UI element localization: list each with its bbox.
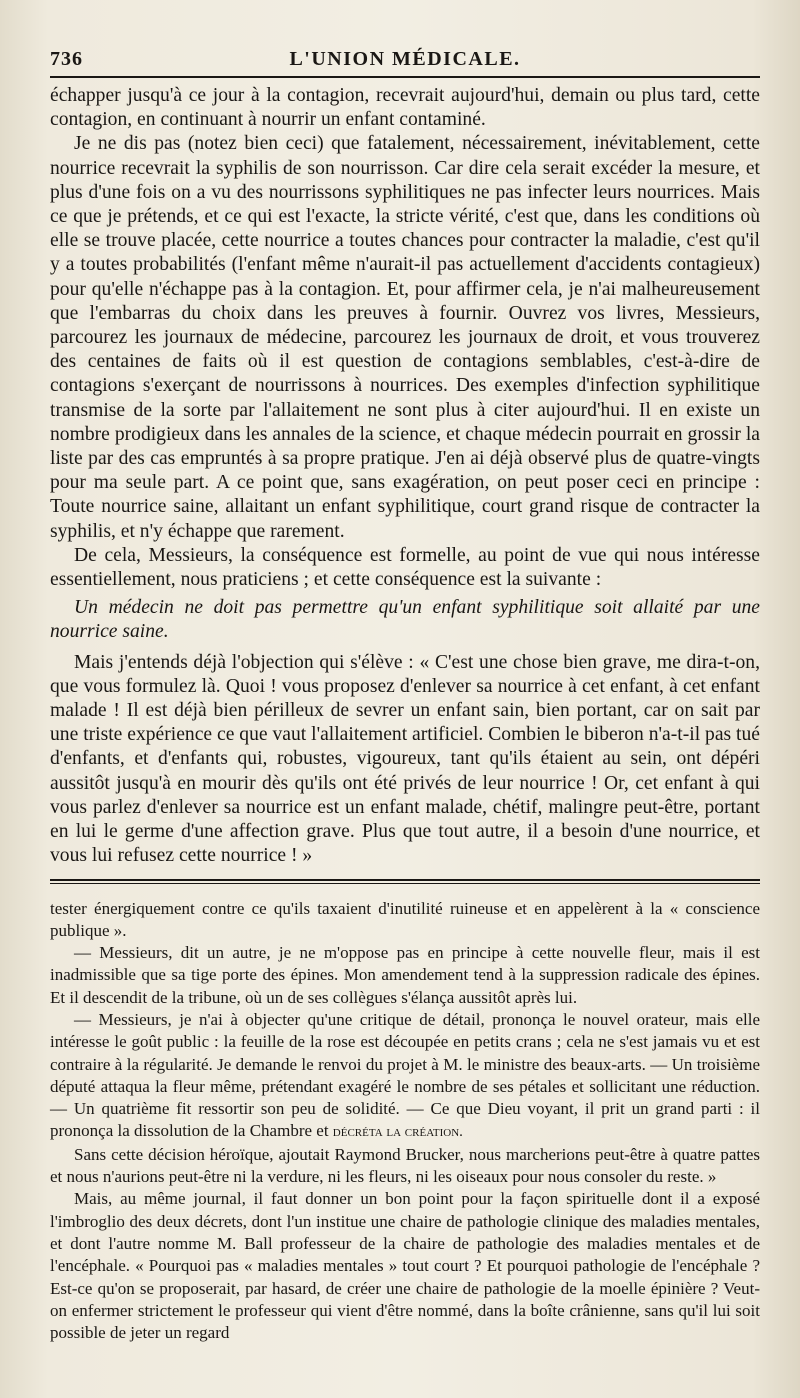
running-header [50,42,760,78]
small-caps-text: décréta la création. [332,1124,463,1141]
feuilleton-paragraph: tester énergiquement contre ce qu'ils taxaient d'inutilité ruineuse et en appelèrent à la « conscience publique ». [50,898,760,940]
journal-title: L'UNION MÉDICALE. [289,48,521,70]
feuilleton-text-run: — Messieurs, je n'ai à objecter qu'une critique de détail, prononça le nouvel orateur, mais elle intéresse le goût public : la feuille de la rose est découpée en petits crans ; cela ne s'est jamais vu et est contraire à la régularité. Je demande le renvoi du projet à M. le ministre des beaux-arts. — Un troisième député attaqua la fleur même, prétendant exagéré le nombre de ses pétales et sollicitant une réduction. — Un quatrième fit ressortir son peu de solidité. — Ce que Dieu voyant, il prit un grand parti : il prononça la dissolution de la Chambre et [50,1009,760,1141]
section-divider [50,879,760,884]
feuilleton-paragraph [50,1009,760,1144]
paragraph-objection: Mais j'entends déjà l'objection qui s'élève : « C'est une chose bien grave, me dira-t-on, que vous formulez là. Quoi ! vous proposez d'enlever sa nourrice à cet enfant, à cet enfant malade ! Il est déjà bien périlleux de sevrer un enfant sain, bien portant, car on sait par une triste expérience ce que vaut l'allaitement artificiel. Combien le biberon n'a-t-il pas tué d'enfants, et d'enfants qui, robustes, vigoureux, tant qu'ils étaient au sein, ont dépéri aussitôt jusqu'à en mourir dès qu'ils ont été privés de leur nourrice ! Or, cet enfant à qui vous parlez d'enlever sa nourrice est un enfant malade, chétif, malingre peut-être, portant en lui le germe d'une affection grave. Plus que tout autre, il a besoin d'une nourrice, et vous lui refusez cette nourrice ! » [50,651,760,867]
paragraph-continuation: échapper jusqu'à ce jour à la contagion, recevrait aujourd'hui, demain ou plus tard, cette contagion, en continuant à nourrir un enfant contaminé. [50,85,760,131]
page-number: 736 [50,48,83,70]
feuilleton-paragraph: — Messieurs, dit un autre, je ne m'oppose pas en principe à cette nouvelle fleur, mais il est inadmissible que sa tige porte des épines. Mon amendement tend à la suppression radicale des épines. Et il descendit de la tribune, où un de ses collègues s'élança aussitôt après lui. [50,943,760,1007]
feuilleton-paragraph: Mais, au même journal, il faut donner un bon point pour la façon spirituelle dont il a exposé l'imbroglio des deux décrets, dont l'un institue une chaire de pathologie clinique des maladies mentales, et dont l'autre nomme M. Ball professeur de la chaire de pathologie des maladies mentales et de l'encéphale. « Pourquoi pas « maladies mentales » tout court ? Et pourquoi pathologie de l'encéphale ? Est-ce qu'on se proposerait, par hasard, de créer une chaire de pathologie de la moelle épinière ? Veut-on enfermer strictement le professeur qui vient d'être nommé, dans la boîte crânienne, sans qu'il lui soit possible de jeter un regard [50,1189,760,1343]
paragraph-contagion: Je ne dis pas (notez bien ceci) que fatalement, nécessairement, inévitablement, cette nourrice recevrait la syphilis de son nourrisson. Car dire cela serait excéder la mesure, et plus d'une fois on a vu des nourrissons syphilitiques ne pas infecter leurs nourrices. Mais ce que je prétends, et ce qui est l'exacte, la stricte vérité, c'est que, dans les conditions où elle se trouve placée, cette nourrice a toutes chances pour contracter la maladie, c'est qu'il y a toutes probabilités (l'enfant même n'aurait-il pas actuellement d'accidents contagieux) pour qu'elle n'échappe pas à la contagion. Et, pour affirmer cela, je n'ai malheureusement que l'embarras du choix dans les preuves à fournir. Ouvrez vos livres, Messieurs, parcourez les journaux de médecine, parcourez les journaux de droit, et vous trouverez des centaines de faits où il est question de contagions semblables, c'est-à-dire de contagions s'exerçant de nourrissons à nourrices. Des exemples d'infection syphilitique transmise de la sorte par l'allaitement ne sont plus à citer aujourd'hui. Il en existe un nombre prodigieux dans les annales de la science, et chaque médecin pourrait en grossir la liste par des cas empruntés à sa propre pratique. J'en ai déjà observé plus de quatre-vingts pour ma seule part. A ce point que, sans exagération, on peut poser ceci en principe : Toute nourrice saine, allaitant un enfant syphilitique, court grand risque de contracter la syphilis, et n'y échappe que rarement. [50,133,760,542]
main-text [50,84,760,869]
feuilleton-paragraph: Sans cette décision héroïque, ajoutait Raymond Brucker, nous marcherions peut-être à quatre pattes et nous n'aurions peut-être ni la verdure, ni les fleurs, ni les oiseaux pour nous consoler du reste. » [50,1144,760,1187]
paragraph-rule: Un médecin ne doit pas permettre qu'un enfant syphilitique soit allaité par une nourrice saine. [50,597,760,643]
paragraph-consequence: De cela, Messieurs, la conséquence est formelle, au point de vue qui nous intéresse essentiellement, nous praticiens ; et cette conséquence est la suivante : [50,544,760,591]
feuilleton-text [50,898,760,1345]
